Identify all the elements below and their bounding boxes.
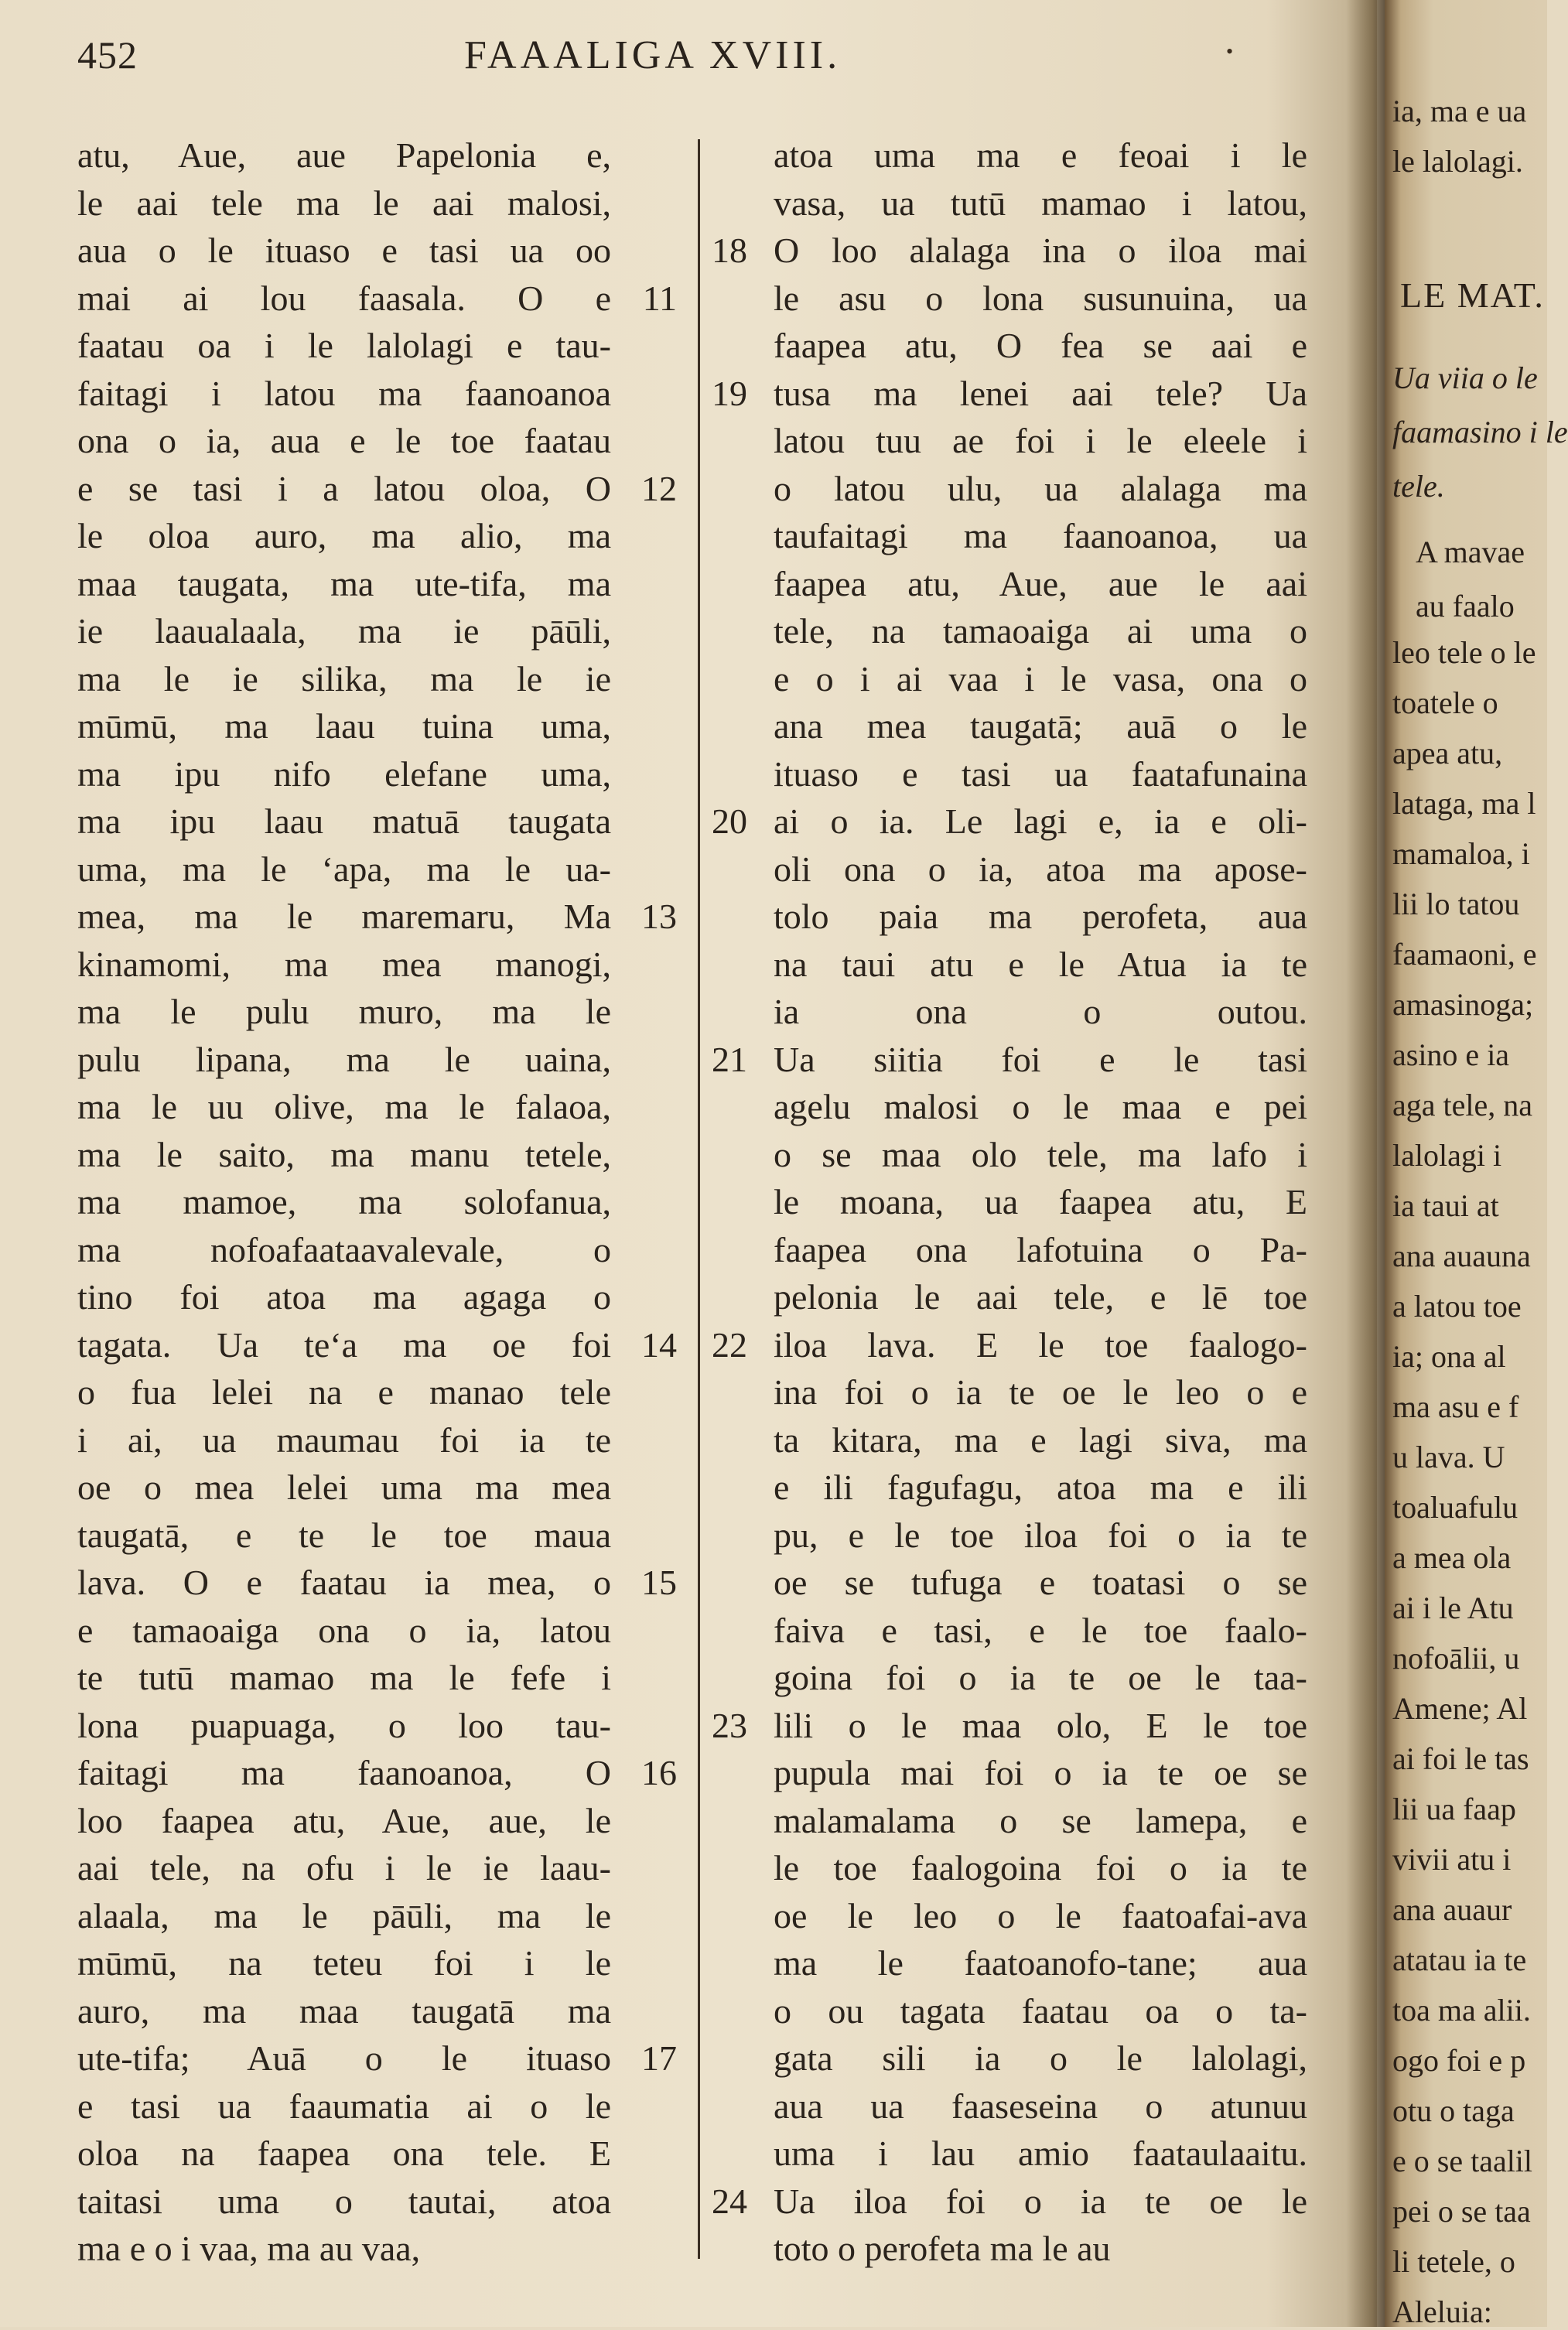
adjacent-page-line: LE MAT. [1400,275,1545,315]
text-line: faapea ona lafotuina o Pa- [774,1229,1307,1269]
verse-number: 11 [642,278,677,318]
text-line: faitagi ma faanoanoa, O [77,1753,611,1792]
text-line: o fua lelei na e manao tele [77,1372,611,1412]
text-line: aua ua faaseseina o atunuu [774,2086,1307,2126]
text-line: ma ipu laau matuā taugata [77,801,611,841]
adjacent-page-line: Ua viia o le [1392,360,1538,395]
text-line: e o i ai vaa i le vasa, ona o [774,658,1307,699]
adjacent-page-line: lalolagi i [1392,1138,1502,1173]
adjacent-page-line: tele. [1392,469,1445,504]
text-line: taufaitagi ma faanoanoa, ua [774,516,1307,555]
text-line: e ili fagufagu, atoa ma e ili [774,1467,1307,1507]
text-line: goina foi o ia te oe le taa- [774,1658,1307,1697]
text-line: taugatā, e te le toe maua [77,1515,611,1555]
text-line: ma le faatoanofo-tane; aua [774,1943,1307,1983]
adjacent-page-line: ana auauna [1392,1238,1531,1273]
text-line: le asu o lona susunuina, ua [774,278,1307,318]
verse-number: 12 [641,468,677,508]
adjacent-page-line: a mea ola [1392,1540,1512,1575]
text-line: o latou ulu, ua alalaga ma [774,468,1307,508]
text-line: ie laaualaala, ma ie pāūli, [77,611,611,651]
adjacent-page-line: ogo foi e p [1392,2043,1526,2078]
adjacent-page-line: toaluafulu [1392,1490,1518,1525]
adjacent-page-line: ia; ona al [1392,1339,1506,1374]
text-line: le aai tele ma le aai malosi, [77,183,611,223]
adjacent-page-line: Aleluia: [1392,2294,1492,2329]
adjacent-page-line: lii ua faap [1392,1792,1516,1826]
text-line: faapea atu, O fea se aai e [774,326,1307,365]
adjacent-page-line: lii lo tatou [1392,887,1520,921]
text-line: maa taugata, ma ute-tifa, ma [77,563,611,603]
text-line: pu, e le toe iloa foi o ia te [774,1515,1307,1555]
verse-number: 17 [641,2038,677,2078]
text-line: faapea atu, Aue, aue le aai [774,563,1307,603]
adjacent-page-line: faamasino i le [1392,415,1568,449]
adjacent-page-line: lataga, ma l [1392,786,1536,821]
text-line: tolo paia ma perofeta, aua [774,897,1307,936]
adjacent-page-line: Amene; Al [1392,1691,1528,1726]
text-line: loo faapea atu, Aue, aue, le [77,1800,611,1840]
text-line: ta kitara, ma e lagi siva, ma [774,1420,1307,1460]
adjacent-page-line: mamaloa, i [1392,836,1530,871]
adjacent-page-line: apea atu, [1392,736,1503,770]
adjacent-page-line: amasinoga; [1392,987,1534,1022]
adjacent-page-line: aga tele, na [1392,1088,1532,1122]
adjacent-page-line: toa ma alii. [1392,1993,1531,2028]
text-line: mai ai lou faasala. O e [77,278,611,318]
adjacent-page-line: li tetele, o [1392,2244,1515,2279]
text-line: ma e o i vaa, ma au vaa, [77,2229,421,2268]
adjacent-page-line: otu o taga [1392,2093,1515,2128]
verse-number: 24 [712,2181,747,2221]
text-line: tagata. Ua teʻa ma oe foi [77,1324,611,1365]
adjacent-page-line: ai foi le tas [1392,1741,1529,1776]
text-line: na taui atu e le Atua ia te [774,944,1307,984]
adjacent-page-line: ana auaur [1392,1892,1512,1927]
text-line: o ou tagata faatau oa o ta- [774,1990,1307,2031]
text-line: e se tasi i a latou oloa, O [77,468,611,508]
text-line: ute-tifa; Auā o le ituaso [77,2038,611,2078]
text-line: faatau oa i le lalolagi e tau- [77,326,611,365]
adjacent-page-line: nofoālii, u [1392,1641,1520,1676]
text-line: uma, ma le ʻapa, ma le ua- [77,849,611,889]
adjacent-page-line: pei o se taa [1392,2194,1531,2229]
verse-number: 18 [712,231,747,270]
text-line: lona puapuaga, o loo tau- [77,1705,611,1745]
adjacent-page-line: a latou toe [1392,1289,1522,1324]
text-line: ituaso e tasi ua faatafunaina [774,753,1307,794]
text-line: i ai, ua maumau foi ia te [77,1420,611,1460]
text-line: pupula mai foi o ia te oe se [774,1753,1307,1792]
adjacent-page-line: ma asu e f [1392,1389,1519,1424]
text-line: pelonia le aai tele, e lē toe [774,1277,1307,1317]
adjacent-page-line: leo tele o le [1392,635,1536,670]
text-line: agelu malosi o le maa e pei [774,1087,1307,1126]
text-line: e tamaoaiga ona o ia, latou [77,1610,611,1650]
text-line: ai o ia. Le lagi e, ia e oli- [774,801,1307,841]
verse-number: 14 [641,1324,677,1365]
text-line: ma ipu nifo elefane uma, [77,753,611,794]
verse-number: 13 [641,897,677,936]
text-line: malamalama o se lamepa, e [774,1800,1307,1840]
adjacent-page-line: ai i le Atu [1392,1590,1514,1625]
text-line: gata sili ia o le lalolagi, [774,2038,1307,2078]
text-line: uma i lau amio faataulaaitu. [774,2134,1307,2173]
text-line: o se maa olo tele, ma lafo i [774,1134,1307,1174]
text-line: mea, ma le maremaru, Ma [77,897,611,936]
text-line: aua o le ituaso e tasi ua oo [77,231,611,270]
text-line: tino foi atoa ma agaga o [77,1277,611,1317]
text-line: oe se tufuga e toatasi o se [774,1563,1307,1602]
text-line: ma mamoe, ma solofanua, [77,1182,611,1221]
text-line: le oloa auro, ma alio, ma [77,516,611,555]
header-ornament: • [1226,40,1234,63]
text-line: Ua iloa foi o ia te oe le [774,2181,1307,2221]
adjacent-page-line: le lalolagi. [1392,144,1523,179]
text-line: tele, na tamaoaiga ai uma o [774,611,1307,651]
text-line: oe le leo o le faatoafai-ava [774,1895,1307,1935]
adjacent-page-line: au faalo [1416,589,1515,623]
page-number: 452 [77,33,138,77]
text-line: aai tele, na ofu i le ie laau- [77,1848,611,1888]
verse-number: 15 [641,1563,677,1602]
text-line: atoa uma ma e feoai i le [774,135,1307,175]
adjacent-page-line: faamaoni, e [1392,937,1537,972]
text-line: atu, Aue, aue Papelonia e, [77,135,611,175]
text-line: faiva e tasi, e le toe faalo- [774,1610,1307,1650]
text-line: latou tuu ae foi i le eleele i [774,421,1307,460]
text-line: lava. O e faatau ia mea, o [77,1563,611,1602]
text-line: e tasi ua faaumatia ai o le [77,2086,611,2126]
text-line: ma nofoafaataavalevale, o [77,1229,611,1269]
text-line: oli ona o ia, atoa ma apose- [774,849,1307,889]
text-line: toto o perofeta ma le au [774,2229,1111,2268]
text-line: auro, ma maa taugatā ma [77,1990,611,2031]
text-line: faitagi i latou ma faanoanoa [77,373,611,413]
adjacent-page-line: vivii atu i [1392,1842,1512,1877]
adjacent-page-line: u lava. U [1392,1440,1505,1474]
column-divider [698,139,700,2259]
text-line: mūmū, na teteu foi i le [77,1943,611,1983]
text-line: le moana, ua faapea atu, E [774,1182,1307,1221]
adjacent-page-line: ia taui at [1392,1188,1499,1223]
text-line: le toe faalogoina foi o ia te [774,1848,1307,1888]
text-line: kinamomi, ma mea manogi, [77,944,611,984]
text-line: oe o mea lelei uma ma mea [77,1467,611,1507]
text-line: alaala, ma le pāūli, ma le [77,1895,611,1935]
text-line: ma le saito, ma manu tetele, [77,1134,611,1174]
running-head: FAAALIGA XVIII. [464,33,842,77]
adjacent-page-line: A mavae [1416,535,1525,569]
text-line: mūmū, ma laau tuina uma, [77,706,611,746]
text-line: ma le ie silika, ma le ie [77,658,611,699]
page-header [77,32,1315,87]
text-line: lili o le maa olo, E le toe [774,1705,1307,1745]
adjacent-page-line: toatele o [1392,685,1498,720]
text-line: tusa ma lenei aai tele? Ua [774,373,1307,413]
verse-number: 22 [712,1324,747,1365]
text-line: te tutū mamao ma le fefe i [77,1658,611,1697]
right-text-column [774,132,1307,2273]
text-line: O loo alalaga ina o iloa mai [774,231,1307,270]
text-line: oloa na faapea ona tele. E [77,2134,611,2173]
adjacent-page-line: ia, ma e ua [1392,94,1527,128]
verse-number: 21 [712,1039,747,1079]
text-line: ia ona o outou. [774,992,1307,1031]
text-line: vasa, ua tutū mamao i latou, [774,183,1307,223]
verse-number: 23 [712,1705,747,1745]
verse-number: 16 [641,1753,677,1792]
text-line: ma le pulu muro, ma le [77,992,611,1031]
adjacent-page-line: atatau ia te [1392,1942,1527,1977]
text-line: Ua siitia foi e le tasi [774,1039,1307,1079]
verse-number: 20 [712,801,747,841]
verse-number: 19 [712,373,747,413]
text-line: taitasi uma o tautai, atoa [77,2181,611,2221]
text-line: ma le uu olive, ma le falaoa, [77,1087,611,1126]
adjacent-page-fragment [1385,0,1568,2329]
text-line: ana mea taugatā; auā o le [774,706,1307,746]
adjacent-page-line: e o se taalil [1392,2144,1533,2178]
text-line: ona o ia, aua e le toe faatau [77,421,611,460]
text-line: ina foi o ia te oe le leo o e [774,1372,1307,1412]
text-line: pulu lipana, ma le uaina, [77,1039,611,1079]
left-text-column [77,132,611,2273]
adjacent-page-line: asino e ia [1392,1037,1510,1072]
text-line: iloa lava. E le toe faalogo- [774,1324,1307,1365]
